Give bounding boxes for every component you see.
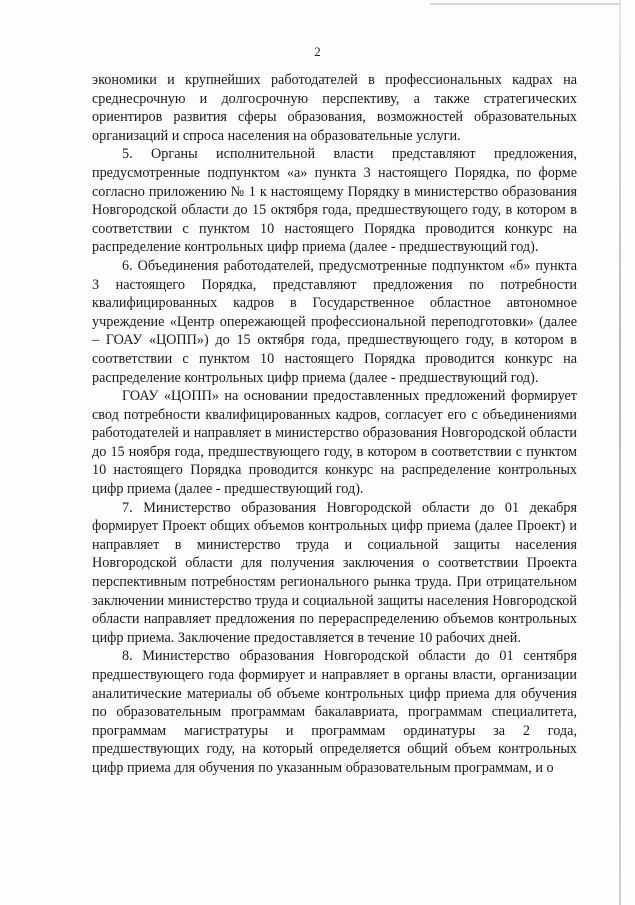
paragraph-item-6: 6. Объединения работодателей, предусмотренные подпунктом «б» пункта 3 настоящего Порядка, представляют предложения по потребности квалифицированных кадров в Государственное областное автономное учреждение «Центр опережающей профессиональной переподготовки» (далее – ГОАУ «ЦОПП») до 15 октября года, предшествующего году, в котором в соответствии с пунктом 10 настоящего Порядка проводится конкурс на распределение контрольных цифр приема (далее - предшествующий год). (92, 257, 577, 386)
scan-right-edge (619, 0, 621, 905)
paragraph-item-8: 8. Министерство образования Новгородской области до 01 сентября предшествующего года формирует и направляет в органы власти, организации аналитические материалы об объеме контрольных цифр приема для обучения по образовательным программам бакалавриата, программам специалитета, программам магистратуры и программам ординатуры за 2 года, предшествующих году, на который определяется общий объем контрольных цифр приема для обучения по указанным образовательным программам, и о (92, 648, 577, 776)
paragraph-continuation: экономики и крупнейших работодателей в профессиональных кадрах на среднесрочную и долгосрочную перспективу, а также стратегических ориентиров развития сферы образования, возможностей образовательных организаций и спроса населения на образовательные услуги. (92, 72, 577, 144)
document-body (92, 71, 577, 778)
page-number: 2 (314, 44, 321, 59)
scan-top-edge (430, 3, 620, 5)
paragraph-goau-copp: ГОАУ «ЦОПП» на основании предоставленных предложений формирует свод потребности квалифицированных кадров, согласует его с объединениями работодателей и направляет в министерство образования Новгородской области до 15 ноября года, предшествующего году, в котором в соответствии с пунктом 10 настоящего Порядка проводится конкурс на распределение контрольных цифр приема (далее - предшествующий год). (92, 388, 577, 498)
paragraph-item-5: 5. Органы исполнительной власти представляют предложения, предусмотренные подпунктом «а» пункта 3 настоящего Порядка, по форме согласно приложению № 1 к настоящему Порядку в министерство образования Новгородской области до 15 октября года, предшествующего году, в котором в соответствии с пунктом 10 настоящего Порядка проводится конкурс на распределение контрольных цифр приема (далее - предшествующий год). (92, 146, 577, 256)
paragraph-item-7: 7. Министерство образования Новгородской области до 01 декабря формирует Проект общих объемов контрольных цифр приема (далее Проект) и направляет в министерство труда и социальной защиты населения Новгородской области для получения заключения о соответствии Проекта перспективным потребностям регионального рынка труда. При отрицательном заключении министерство труда и социальной защиты населения Новгородской области направляет предложения по перераспределению объемов контрольных цифр приема. Заключение предоставляется в течение 10 рабочих дней. (92, 499, 577, 646)
